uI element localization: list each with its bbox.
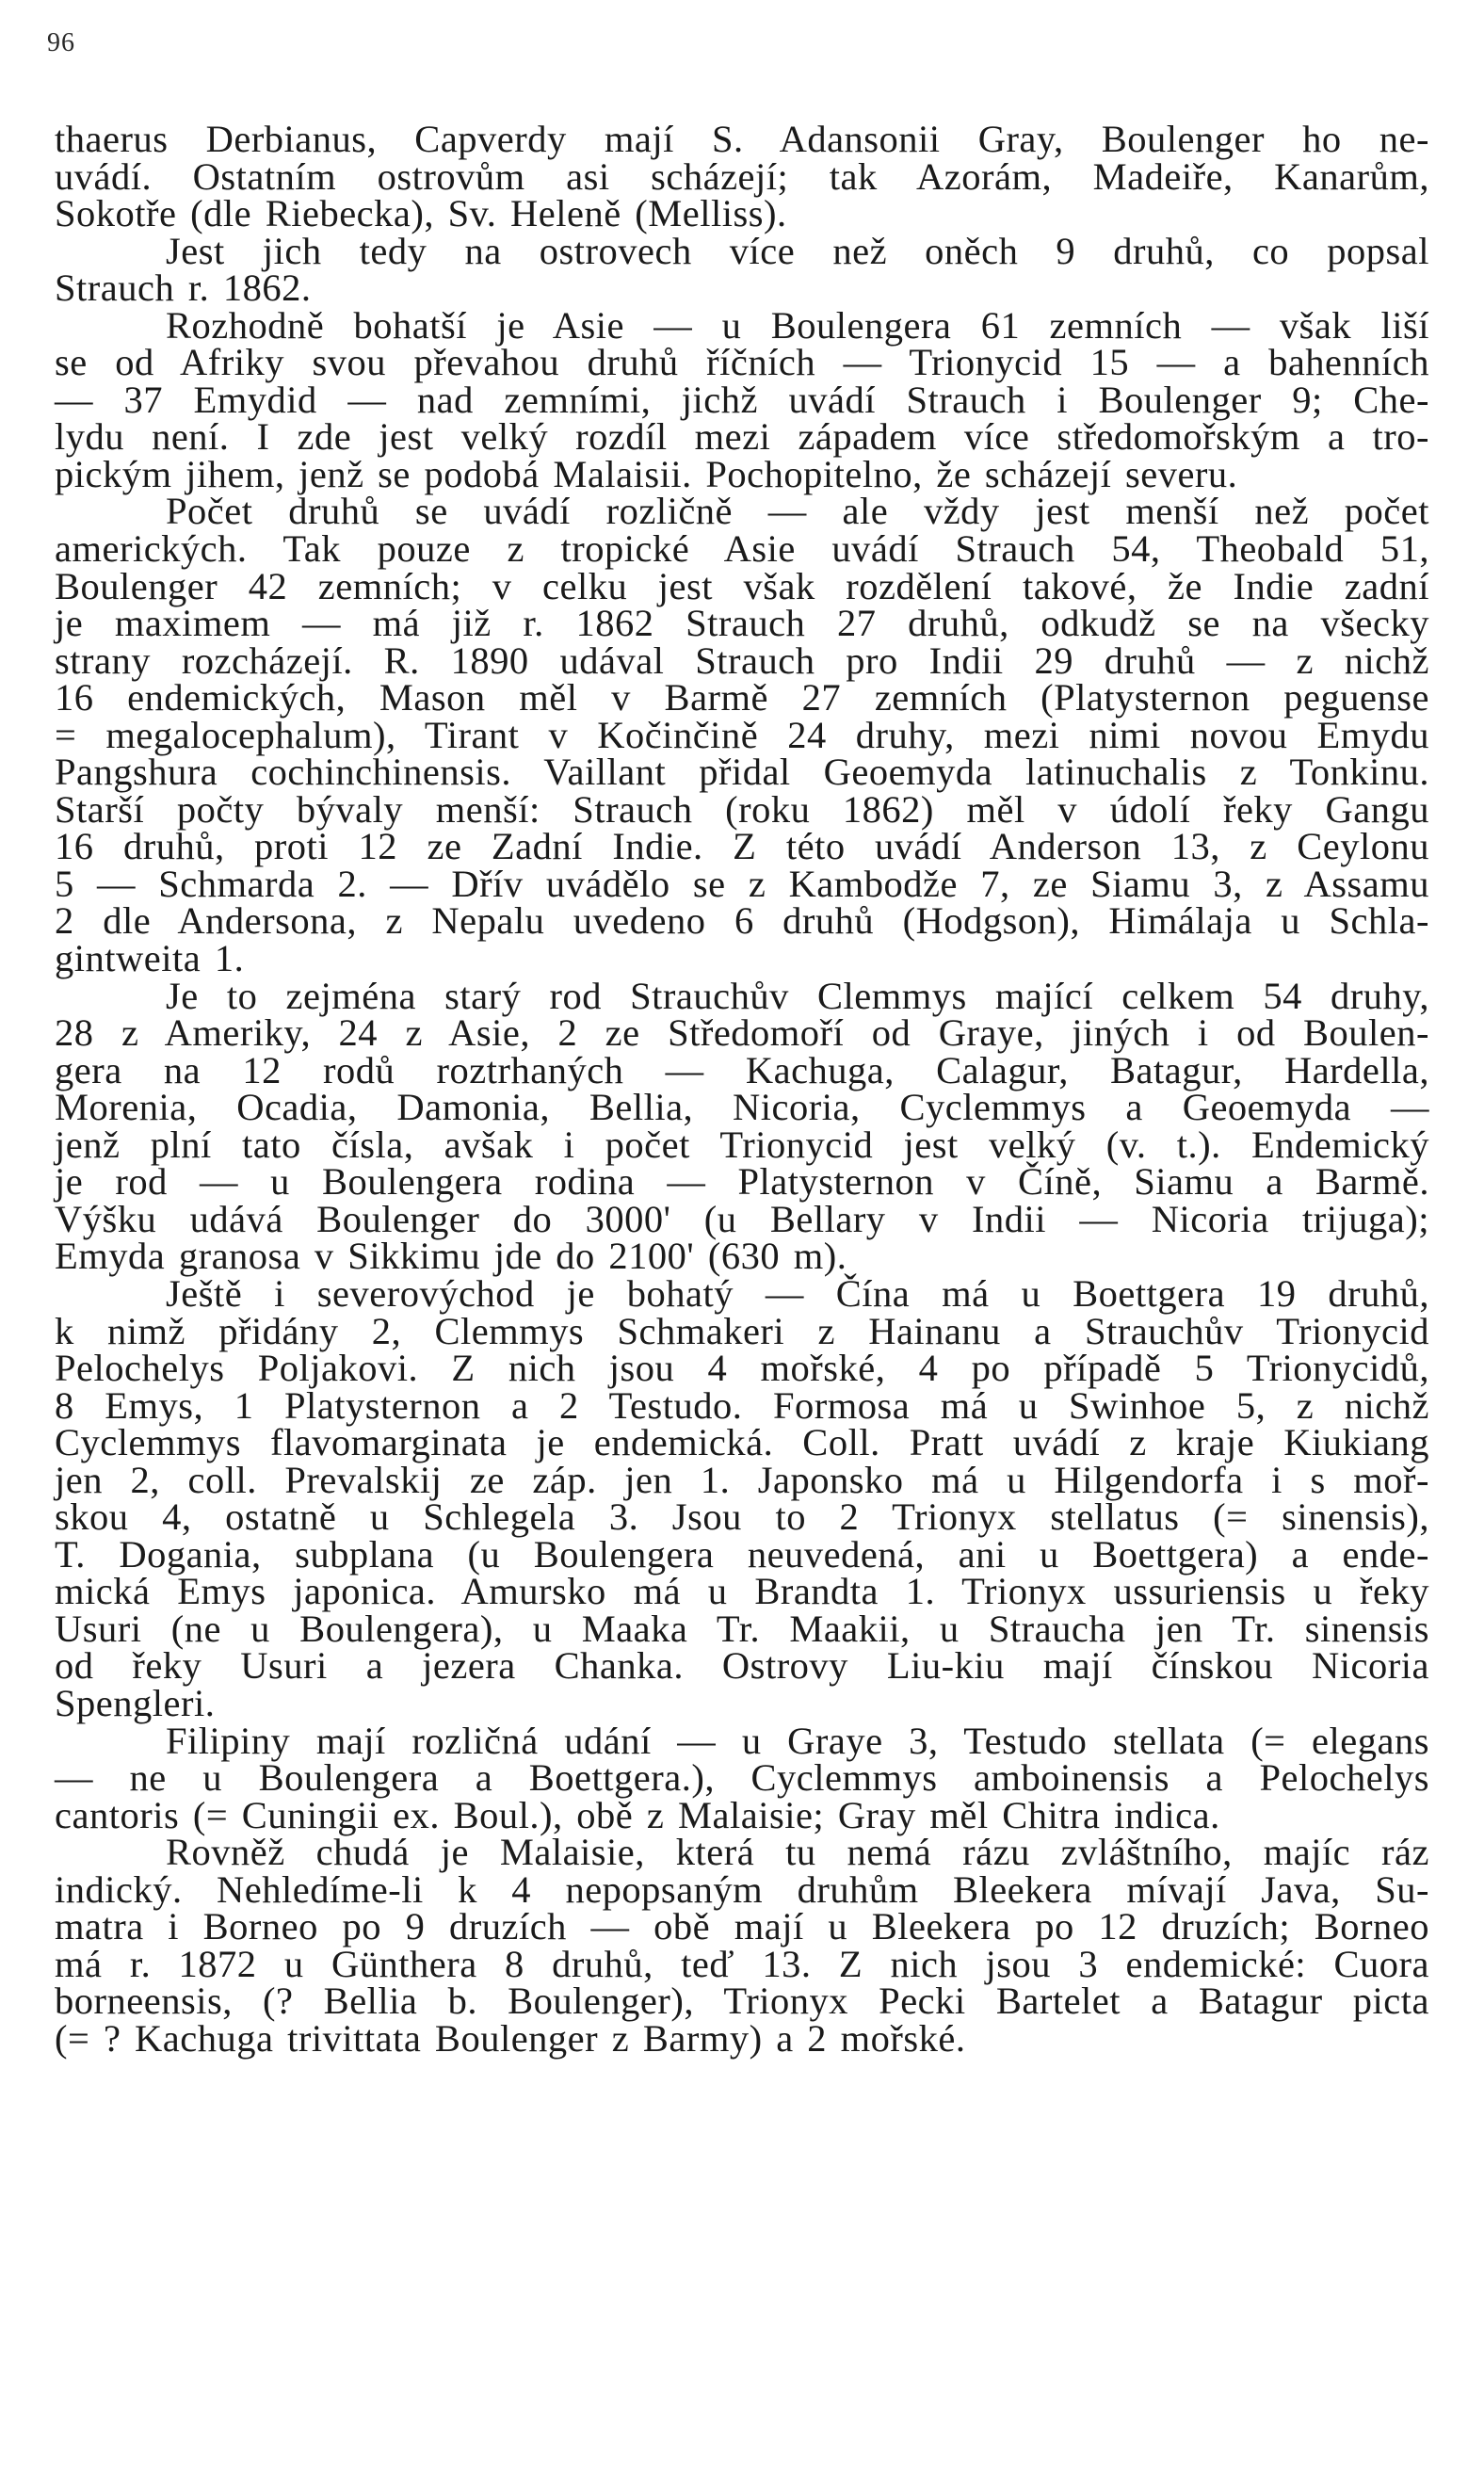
- text-line: Sokotře (dle Riebecka), Sv. Heleně (Melliss).: [55, 192, 787, 235]
- text-line: Spengleri.: [55, 1681, 216, 1724]
- text-line: 8 Emys, 1 Platysternon a 2 Testudo. Formosa má u Swinhoe 5, z nichž: [55, 1383, 1429, 1427]
- text-line: skou 4, ostatně u Schlegela 3. Jsou to 2 Trionyx stellatus (= sinensis),: [55, 1495, 1429, 1539]
- text-line: = megalocephalum), Tirant v Kočinčině 24 druhy, mezi nimi novou Emydu: [55, 713, 1429, 756]
- text-line: T. Dogania, subplana (u Boulengera neuvedená, ani u Boettgera) a ende-: [55, 1532, 1429, 1576]
- text-line: je maximem — má již r. 1862 Strauch 27 druhů, odkudž se na všecky: [55, 602, 1429, 645]
- text-line: strany rozcházejí. R. 1890 udával Strauch pro Indii 29 druhů — z nichž: [55, 638, 1429, 682]
- text-line: 2 dle Andersona, z Nepalu uvedeno 6 druhů (Hodgson), Himálaja u Schla-: [55, 899, 1429, 943]
- text-line: Strauch r. 1862.: [55, 267, 312, 310]
- paragraph: [55, 303, 1429, 495]
- text-line: Počet druhů se uvádí rozličně — ale vždy jest menší než počet: [166, 490, 1429, 533]
- text-line: gintweita 1.: [55, 937, 245, 980]
- body-text: [55, 118, 1429, 2060]
- text-line: k nimž přidány 2, Clemmys Schmakeri z Hainanu a Strauchův Trionycid: [55, 1309, 1429, 1352]
- text-line: od řeky Usuri a jezera Chanka. Ostrovy Liu-kiu mají čínskou Nicoria: [55, 1644, 1429, 1688]
- paragraph: [55, 118, 1429, 235]
- text-line: 16 druhů, proti 12 ze Zadní Indie. Z této uvádí Anderson 13, z Ceylonu: [55, 825, 1429, 868]
- paragraph: [55, 1831, 1429, 2060]
- text-line: jenž plní tato čísla, avšak i počet Trionycid jest velký (v. t.). Endemický: [55, 1123, 1429, 1166]
- text-line: je rod — u Boulengera rodina — Platysternon v Číně, Siamu a Barmě.: [55, 1160, 1429, 1204]
- paragraph: [55, 490, 1429, 980]
- text-line: uvádí. Ostatním ostrovům asi scházejí; tak Azorám, Madeiře, Kanarům,: [55, 154, 1429, 198]
- paragraph: [55, 1271, 1429, 1724]
- text-line: gera na 12 rodů roztrhaných — Kachuga, Calagur, Batagur, Hardella,: [55, 1048, 1429, 1091]
- text-line: indický. Nehledíme-li k 4 nepopsaným druhům Bleekera mívají Java, Su-: [55, 1867, 1429, 1911]
- text-line: borneensis, (? Bellia b. Boulenger), Trionyx Pecki Bartelet a Batagur picta: [55, 1980, 1429, 2023]
- text-line: 16 endemických, Mason měl v Barmě 27 zemních (Platysternon peguense: [55, 676, 1429, 719]
- text-line: thaerus Derbianus, Capverdy mají S. Adansonii Gray, Boulenger ho ne-: [55, 118, 1429, 160]
- text-line: — 37 Emydid — nad zemními, jichž uvádí Strauch i Boulenger 9; Che-: [55, 378, 1429, 421]
- text-line: Starší počty bývaly menší: Strauch (roku 1862) měl v údolí řeky Gangu: [55, 787, 1429, 831]
- paragraph: [55, 974, 1429, 1278]
- text-line: Je to zejména starý rod Strauchův Clemmys mající celkem 54 druhy,: [166, 974, 1429, 1017]
- text-line: amerických. Tak pouze z tropické Asie uvádí Strauch 54, Theobald 51,: [55, 527, 1429, 571]
- text-line: Rovněž chudá je Malaisie, která tu nemá rázu zvláštního, majíc ráz: [166, 1831, 1429, 1874]
- text-line: Ještě i severovýchod je bohatý — Čína má u Boettgera 19 druhů,: [166, 1271, 1429, 1315]
- text-line: (= ? Kachuga trivittata Boulenger z Barmy) a 2 mořské.: [55, 2016, 966, 2060]
- text-line: Výšku udává Boulenger do 3000' (u Bellary v Indii — Nicoria trijuga);: [55, 1197, 1429, 1240]
- text-line: 5 — Schmarda 2. — Dřív uvádělo se z Kambodže 7, ze Siamu 3, z Assamu: [55, 862, 1429, 905]
- text-line: Rozhodně bohatší je Asie — u Boulengera 61 zemních — však liší: [166, 303, 1429, 347]
- text-line: Usuri (ne u Boulengera), u Maaka Tr. Maakii, u Straucha jen Tr. sinensis: [55, 1607, 1429, 1650]
- text-line: Cyclemmys flavomarginata je endemická. Coll. Pratt uvádí z kraje Kiukiang: [55, 1421, 1429, 1464]
- text-line: — ne u Boulengera a Boettgera.), Cyclemmys amboinensis a Pelochelys: [55, 1756, 1429, 1800]
- text-line: pickým jihem, jenž se podobá Malaisii. Pochopitelno, že scházejí severu.: [55, 452, 1238, 495]
- text-line: Emyda granosa v Sikkimu jde do 2100' (630 m).: [55, 1235, 847, 1278]
- text-line: Jest jich tedy na ostrovech více než oněch 9 druhů, co popsal: [166, 229, 1429, 272]
- paragraph: [55, 1719, 1429, 1836]
- text-line: Pelochelys Poljakovi. Z nich jsou 4 mořské, 4 po případě 5 Trionycidů,: [55, 1347, 1429, 1390]
- paragraph: [55, 229, 1429, 310]
- text-line: Pangshura cochinchinensis. Vaillant přidal Geoemyda latinuchalis z Tonkinu.: [55, 751, 1429, 794]
- text-line: se od Afriky svou převahou druhů říčních — Trionycid 15 — a bahenních: [55, 341, 1429, 384]
- text-line: 28 z Ameriky, 24 z Asie, 2 ze Středomoří od Graye, jiných i od Boulen-: [55, 1011, 1429, 1055]
- page-number: 96: [47, 28, 75, 57]
- text-line: cantoris (= Cuningii ex. Boul.), obě z Malaisie; Gray měl Chitra indica.: [55, 1793, 1220, 1836]
- text-line: Boulenger 42 zemních; v celku jest však rozdělení takové, že Indie zadní: [55, 564, 1429, 607]
- text-line: lydu není. I zde jest velký rozdíl mezi západem více středomořským a tro-: [55, 415, 1429, 459]
- text-line: Filipiny mají rozličná udání — u Graye 3, Testudo stellata (= elegans: [166, 1719, 1429, 1762]
- text-line: Morenia, Ocadia, Damonia, Bellia, Nicoria, Cyclemmys a Geoemyda —: [55, 1086, 1429, 1129]
- text-line: má r. 1872 u Günthera 8 druhů, teď 13. Z nich jsou 3 endemické: Cuora: [55, 1942, 1429, 1985]
- text-line: jen 2, coll. Prevalskij ze záp. jen 1. Japonsko má u Hilgendorfa i s moř-: [55, 1458, 1429, 1501]
- text-line: mická Emys japonica. Amursko má u Brandta 1. Trionyx ussuriensis u řeky: [55, 1570, 1429, 1613]
- text-line: matra i Borneo po 9 druzích — obě mají u Bleekera po 12 druzích; Borneo: [55, 1905, 1429, 1948]
